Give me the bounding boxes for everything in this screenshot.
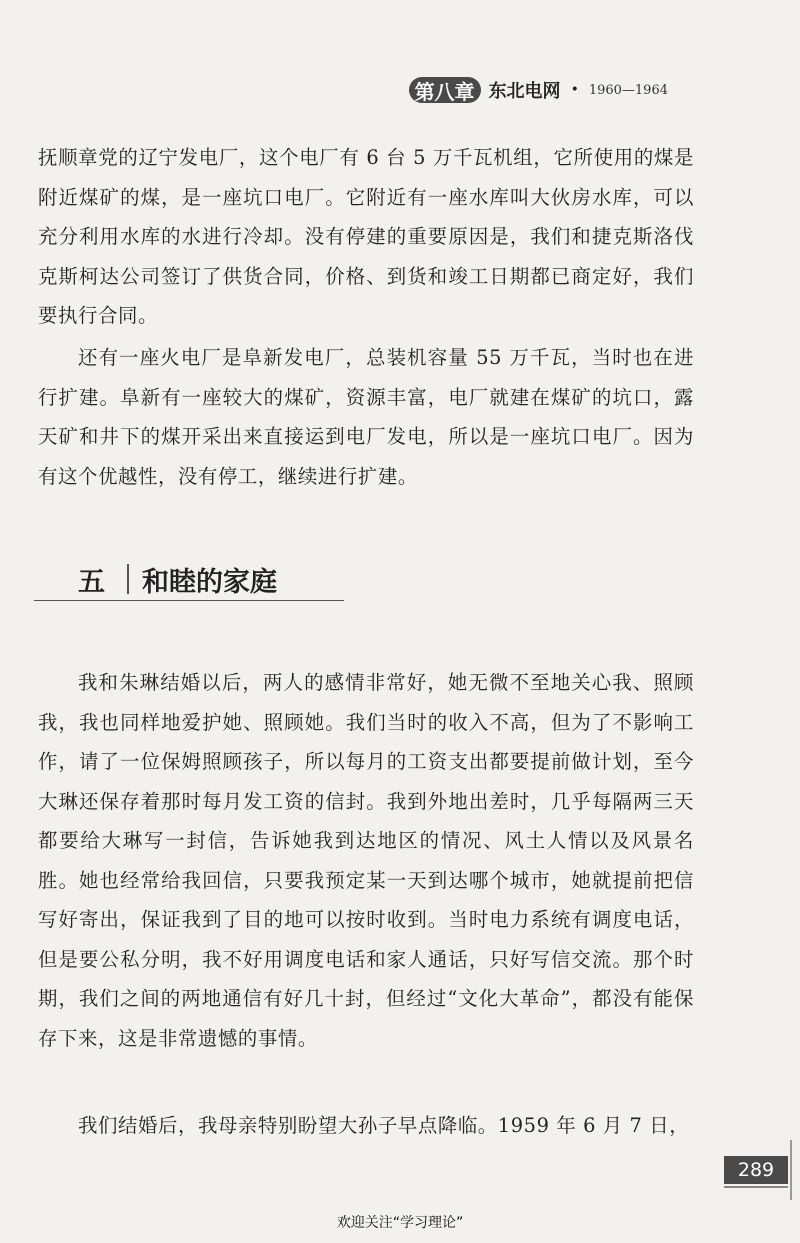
running-header bbox=[409, 70, 668, 110]
chapter-years: 1960—1964 bbox=[588, 82, 668, 98]
body-paragraph-1: 抚顺章党的辽宁发电厂，这个电厂有 6 台 5 万千瓦机组，它所使用的煤是附近煤矿的煤，是一座坑口电厂。它附近有一座水库叫大伙房水库，可以充分利用水库的水进行冷却。没有停建的重要原因是，我们和捷克斯洛伐克斯柯达公司签订了供货合同，价格、到货和竣工日期都已商定好，我们要执行合同。 bbox=[38, 146, 694, 327]
section-number: 五 bbox=[78, 567, 105, 598]
page-number: 289 bbox=[724, 1156, 788, 1184]
chapter-title: 东北电网 bbox=[488, 81, 561, 102]
footer-caption: 欢迎关注“学习理论” bbox=[336, 1215, 464, 1231]
header-dot: • bbox=[570, 82, 579, 98]
section-title: 和睦的家庭 bbox=[142, 567, 277, 598]
section-paragraph-1: 我和朱琳结婚以后，两人的感情非常好，她无微不至地关心我、照顾我，我也同样地爱护她、照顾她。我们当时的收入不高，但为了不影响工作，请了一位保姆照顾孩子，所以每月的工资支出都要提前做计划，至今大琳还保存着那时每月发工资的信封。我到外地出差时，几乎每隔两三天都要给大琳写一封信，告诉她我到达地区的情况、风土人情以及风景名胜。她也经常给我回信，只要我预定某一天到达哪个城市，她就提前把信写好寄出，保证我到了目的地可以按时收到。当时电力系统有调度电话，但是要公私分明，我不好用调度电话和家人通话，只好写信交流。那个时期，我们之间的两地通信有好几十封，但经过“文化大革命”，都没有能保存下来，这是非常遗憾的事情。 bbox=[38, 671, 694, 1050]
section-paragraph-2: 我们结婚后，我母亲特别盼望大孙子早点降临。1959 年 6 月 7 日， bbox=[78, 1114, 690, 1137]
body-paragraph-2: 还有一座火电厂是阜新发电厂，总装机容量 55 万千瓦，当时也在进行扩建。阜新有一座较大的煤矿，资源丰富，电厂就建在煤矿的坑口，露天矿和井下的煤开采出来直接运到电厂发电，所以是一座坑口电厂。因为有这个优越性，没有停工，继续进行扩建。 bbox=[38, 346, 694, 488]
page-edge-line bbox=[790, 1140, 792, 1200]
page-number-underline bbox=[724, 1186, 788, 1188]
section-heading bbox=[34, 560, 344, 601]
chapter-badge: 第八章 bbox=[409, 77, 481, 103]
section-divider bbox=[127, 564, 129, 594]
